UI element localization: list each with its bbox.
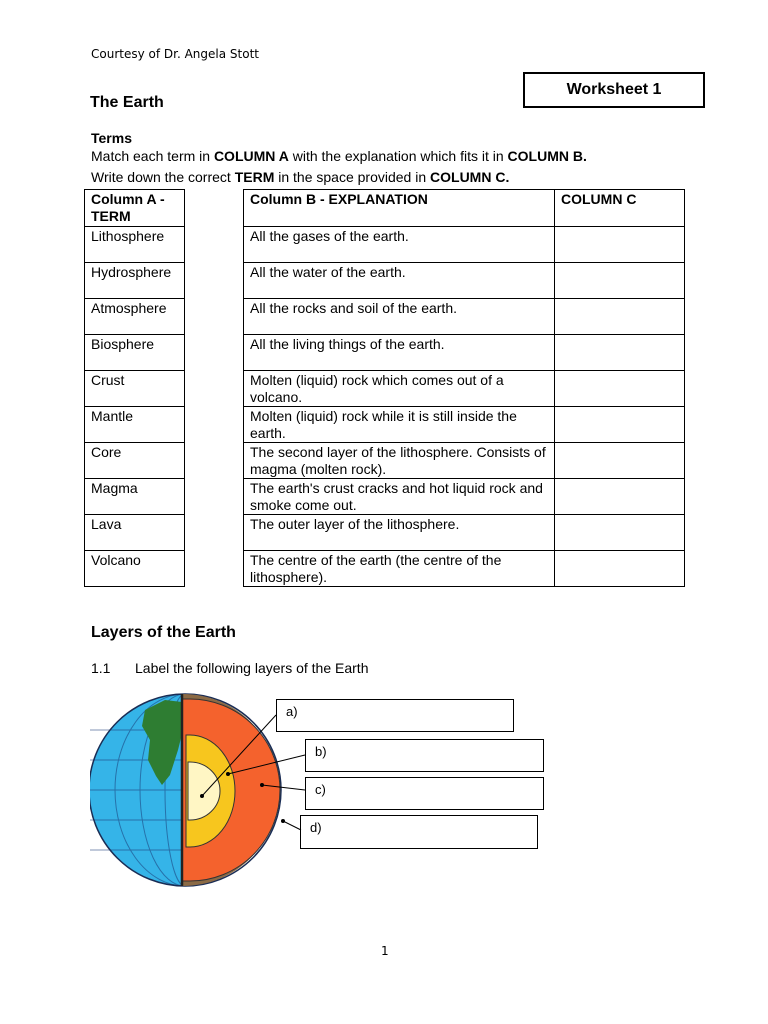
page-title: The Earth xyxy=(90,94,164,111)
explanation-cell: All the gases of the earth. xyxy=(244,227,555,263)
instruction-line-2: Write down the correct TERM in the space provided in COLUMN C. xyxy=(91,169,510,185)
question-text: Label the following layers of the Earth xyxy=(135,660,369,676)
term-cell: Core xyxy=(85,443,185,479)
answer-cell[interactable] xyxy=(555,263,685,299)
term-cell: Hydrosphere xyxy=(85,263,185,299)
term-cell: Crust xyxy=(85,371,185,407)
explanation-cell: All the rocks and soil of the earth. xyxy=(244,299,555,335)
term-cell: Magma xyxy=(85,479,185,515)
terms-heading: Terms xyxy=(91,130,132,146)
worksheet-label: Worksheet 1 xyxy=(566,81,662,98)
explanation-cell: All the water of the earth. xyxy=(244,263,555,299)
layers-heading: Layers of the Earth xyxy=(91,624,236,641)
explanation-cell: The outer layer of the lithosphere. xyxy=(244,515,555,551)
column-c-header: COLUMN C xyxy=(555,190,685,227)
column-a-header: Column A - TERM xyxy=(85,190,185,227)
courtesy-note: Courtesy of Dr. Angela Stott xyxy=(91,47,259,61)
page-number: 1 xyxy=(381,944,389,958)
question-number: 1.1 xyxy=(91,660,111,676)
term-cell: Biosphere xyxy=(85,335,185,371)
term-cell: Mantle xyxy=(85,407,185,443)
worksheet-label-box xyxy=(523,72,705,108)
instruction-line-1: Match each term in COLUMN A with the explanation which fits it in COLUMN B. xyxy=(91,148,587,164)
label-c: c) xyxy=(315,782,326,797)
label-a: a) xyxy=(286,704,298,719)
label-box-b[interactable] xyxy=(305,739,544,772)
label-box-c[interactable] xyxy=(305,777,544,810)
term-cell: Lava xyxy=(85,515,185,551)
explanation-cell: All the living things of the earth. xyxy=(244,335,555,371)
answer-cell[interactable] xyxy=(555,335,685,371)
term-cell: Volcano xyxy=(85,551,185,587)
explanation-cell: Molten (liquid) rock which comes out of a volcano. xyxy=(244,371,555,407)
answer-cell[interactable] xyxy=(555,371,685,407)
term-cell: Atmosphere xyxy=(85,299,185,335)
explanation-cell: The centre of the earth (the centre of the lithosphere). xyxy=(244,551,555,587)
column-a-table xyxy=(84,189,185,587)
explanation-cell: The second layer of the lithosphere. Consists of magma (molten rock). xyxy=(244,443,555,479)
answer-cell[interactable] xyxy=(555,551,685,587)
explanation-cell: Molten (liquid) rock while it is still inside the earth. xyxy=(244,407,555,443)
term-cell: Lithosphere xyxy=(85,227,185,263)
label-box-a[interactable] xyxy=(276,699,514,732)
label-d: d) xyxy=(310,820,322,835)
column-b-c-table xyxy=(243,189,685,587)
answer-cell[interactable] xyxy=(555,227,685,263)
column-b-header: Column B - EXPLANATION xyxy=(244,190,555,227)
answer-cell[interactable] xyxy=(555,299,685,335)
answer-cell[interactable] xyxy=(555,479,685,515)
answer-cell[interactable] xyxy=(555,443,685,479)
answer-cell[interactable] xyxy=(555,515,685,551)
label-b: b) xyxy=(315,744,327,759)
label-box-d[interactable] xyxy=(300,815,538,849)
answer-cell[interactable] xyxy=(555,407,685,443)
explanation-cell: The earth's crust cracks and hot liquid rock and smoke come out. xyxy=(244,479,555,515)
